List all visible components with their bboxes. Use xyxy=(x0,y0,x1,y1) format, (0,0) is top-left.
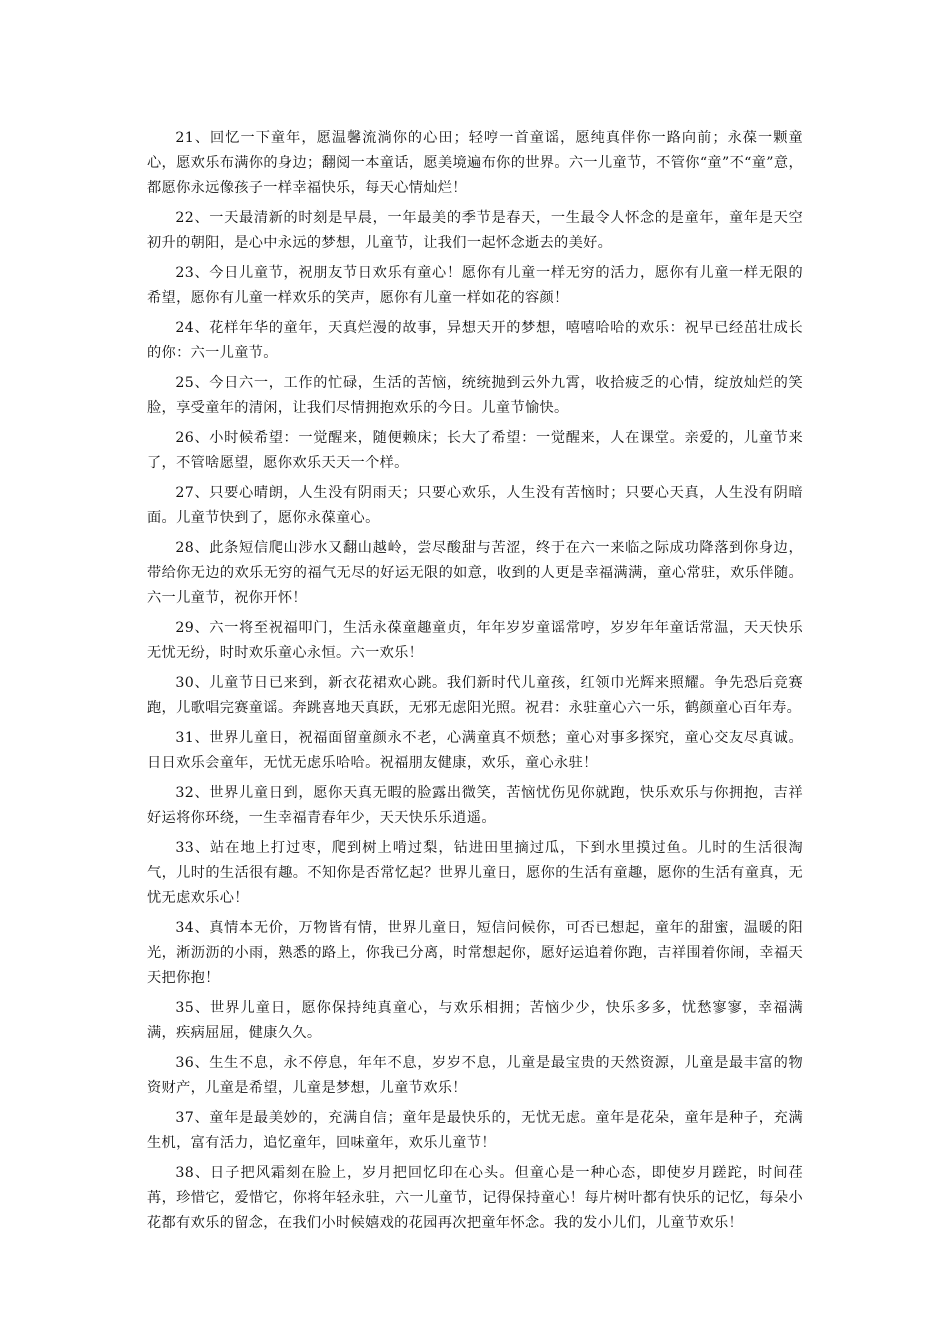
paragraph-23: 23、今日儿童节，祝朋友节日欢乐有童心！愿你有儿童一样无穷的活力，愿你有儿童一样无限的希望，愿你有儿童一样欢乐的笑声，愿你有儿童一样如花的容颜！ xyxy=(147,265,803,306)
paragraph-35: 35、世界儿童日，愿你保持纯真童心，与欢乐相拥；苦恼少少，快乐多多，忧愁寥寥，幸福满满，疾病屈屈，健康久久。 xyxy=(147,1000,803,1041)
paragraph-37: 37、童年是最美妙的，充满自信；童年是最快乐的，无忧无虑。童年是花朵，童年是种子，充满生机，富有活力，追忆童年，回味童年，欢乐儿童节！ xyxy=(147,1110,803,1151)
paragraph-32: 32、世界儿童日到，愿你天真无暇的脸露出微笑，苦恼忧伤见你就跑，快乐欢乐与你拥抱，吉祥好运将你环绕，一生幸福青春年少，天天快乐乐逍遥。 xyxy=(147,785,803,826)
document-page xyxy=(147,126,803,1241)
paragraph-29: 29、六一将至祝福叩门，生活永葆童趣童贞，年年岁岁童谣常哼，岁岁年年童话常温，天天快乐无忧无纷，时时欢乐童心永恒。六一欢乐！ xyxy=(147,620,803,661)
paragraph-27: 27、只要心晴朗，人生没有阴雨天；只要心欢乐，人生没有苦恼时；只要心天真，人生没有阴暗面。儿童节快到了，愿你永葆童心。 xyxy=(147,485,803,526)
paragraph-34: 34、真情本无价，万物皆有情，世界儿童日，短信问候你，可否已想起，童年的甜蜜，温暖的阳光，淅沥沥的小雨，熟悉的路上，你我已分离，时常想起你，愿好运追着你跑，吉祥围着你闹，幸福天天把你抱！ xyxy=(147,920,803,986)
paragraph-36: 36、生生不息，永不停息，年年不息，岁岁不息，儿童是最宝贵的天然资源，儿童是最丰富的物资财产，儿童是希望，儿童是梦想，儿童节欢乐！ xyxy=(147,1055,803,1096)
paragraph-21: 21、回忆一下童年，愿温馨流淌你的心田；轻哼一首童谣，愿纯真伴你一路向前；永葆一颗童心，愿欢乐布满你的身边；翻阅一本童话，愿美境遍布你的世界。六一儿童节，不管你“童”不“童”意，都愿你永远像孩子一样幸福快乐，每天心情灿烂！ xyxy=(147,130,803,196)
paragraph-22: 22、一天最清新的时刻是早晨，一年最美的季节是春天，一生最令人怀念的是童年，童年是天空初升的朝阳，是心中永远的梦想，儿童节，让我们一起怀念逝去的美好。 xyxy=(147,210,803,251)
paragraph-25: 25、今日六一，工作的忙碌，生活的苦恼，统统抛到云外九霄，收拾疲乏的心情，绽放灿烂的笑脸，享受童年的清闲，让我们尽情拥抱欢乐的今日。儿童节愉快。 xyxy=(147,375,803,416)
paragraph-33: 33、站在地上打过枣，爬到树上啃过梨，钻进田里摘过瓜，下到水里摸过鱼。儿时的生活很淘气，儿时的生活很有趣。不知你是否常忆起？世界儿童日，愿你的生活有童趣，愿你的生活有童真，无忧无虑欢乐心！ xyxy=(147,840,803,906)
paragraph-38: 38、日子把风霜刻在脸上，岁月把回忆印在心头。但童心是一种心态，即使岁月蹉跎，时间荏苒，珍惜它，爱惜它，你将年轻永驻，六一儿童节，记得保持童心！每片树叶都有快乐的记忆，每朵小花都有欢乐的留念，在我们小时候嬉戏的花园再次把童年怀念。我的发小儿们，儿童节欢乐！ xyxy=(147,1165,803,1231)
paragraph-30: 30、儿童节日已来到，新衣花裙欢心跳。我们新时代儿童孩，红领巾光辉来照耀。争先恐后竞赛跑，儿歌唱完赛童谣。奔跳喜地天真跃，无邪无虑阳光照。祝君：永驻童心六一乐，鹤颜童心百年寿。 xyxy=(147,675,803,716)
paragraph-28: 28、此条短信爬山涉水又翻山越岭，尝尽酸甜与苦涩，终于在六一来临之际成功降落到你身边，带给你无边的欢乐无穷的福气无尽的好运无限的如意，收到的人更是幸福满满，童心常驻，欢乐伴随。六一儿童节，祝你开怀！ xyxy=(147,540,803,606)
paragraph-26: 26、小时候希望：一觉醒来，随便赖床；长大了希望：一觉醒来，人在课堂。亲爱的，儿童节来了，不管啥愿望，愿你欢乐天天一个样。 xyxy=(147,430,803,471)
paragraph-31: 31、世界儿童日，祝福面留童颜永不老，心满童真不烦愁；童心对事多探究，童心交友尽真诚。日日欢乐会童年，无忧无虑乐哈哈。祝福朋友健康，欢乐，童心永驻！ xyxy=(147,730,803,771)
paragraph-24: 24、花样年华的童年，天真烂漫的故事，异想天开的梦想，嘻嘻哈哈的欢乐：祝早已经茁壮成长的你：六一儿童节。 xyxy=(147,320,803,361)
